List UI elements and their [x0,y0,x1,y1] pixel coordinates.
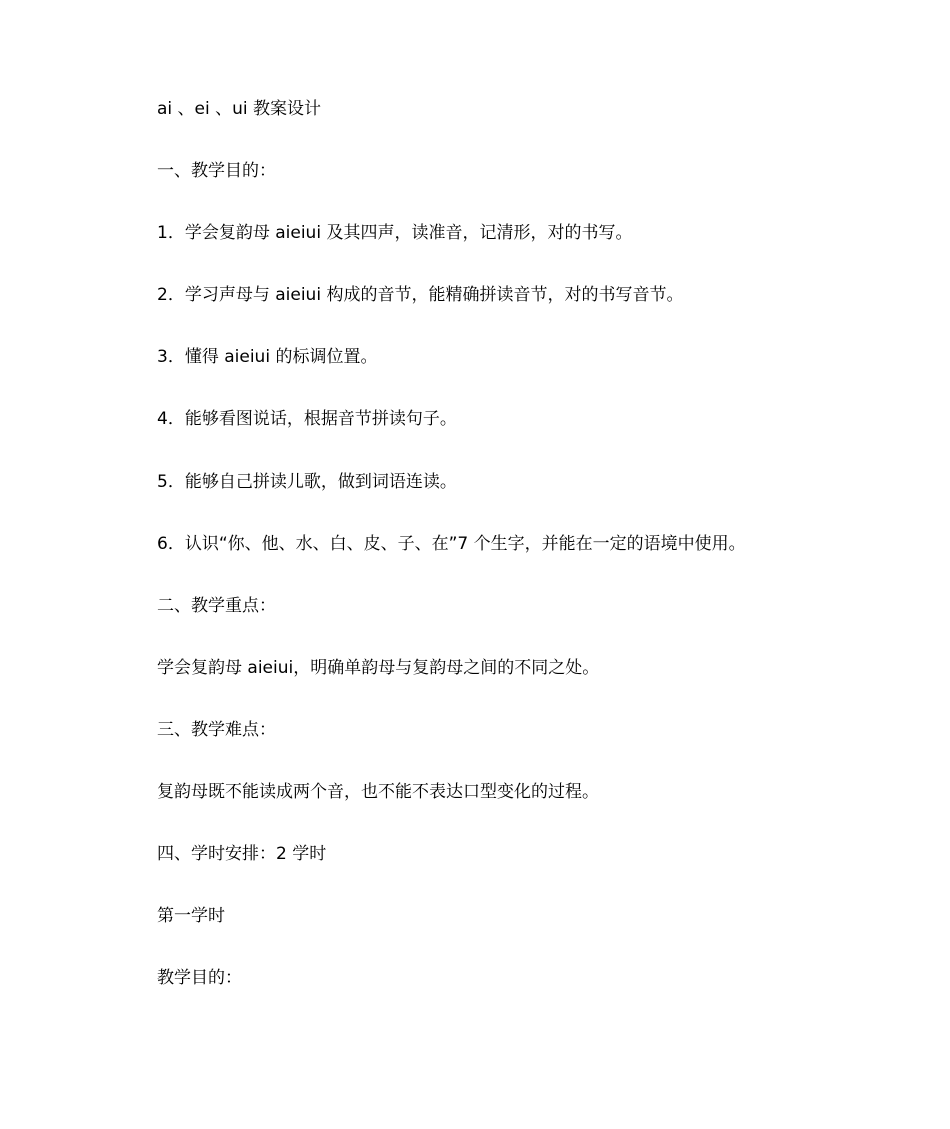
heading-schedule: 四、学时安排：2 学时 [157,844,327,865]
heading-teaching-goals: 一、教学目的： [157,161,276,182]
heading-lesson-goals: 教学目的： [157,968,242,989]
goal-item-1: 1．学会复韵母 aieiui 及其四声，读准音，记清形，对的书写。 [157,223,633,244]
heading-key-points: 二、教学重点： [157,595,276,616]
document-title: ai 、ei 、ui 教案设计 [157,99,322,119]
goal-item-5: 5．能够自己拼读儿歌，做到词语连读。 [157,471,457,492]
key-points-text: 学会复韵母 aieiui，明确单韵母与复韵母之间的不同之处。 [157,657,600,678]
difficulties-text: 复韵母既不能读成两个音，也不能不表达口型变化的过程。 [157,782,599,803]
goal-item-6: 6．认识“你、他、水、白、皮、子、在”7 个生字，并能在一定的语境中使用。 [157,533,746,554]
goal-item-4: 4．能够看图说话，根据音节拼读句子。 [157,409,457,430]
goal-item-3: 3．懂得 aieiui 的标调位置。 [157,347,378,368]
goal-item-2: 2．学习声母与 aieiui 构成的音节，能精确拼读音节，对的书写音节。 [157,285,684,306]
document-body [157,96,917,1027]
heading-difficulties: 三、教学难点： [157,719,276,740]
heading-first-lesson: 第一学时 [157,906,225,927]
